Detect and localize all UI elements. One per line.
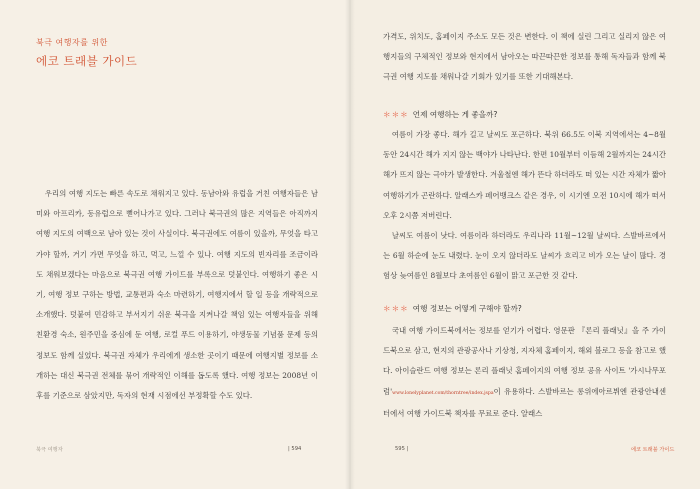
section-when-body bbox=[383, 125, 666, 287]
section-info-body bbox=[383, 321, 666, 424]
right-intro-paragraph: 가격도, 위치도, 홈페이지 주소도 모든 것은 변한다. 이 책에 실린 그리고 실리지 않은 여행지들의 구체적인 정보와 현지에서 남아오는 따끈따끈한 정보를 통해 독자들과 함께 북극권 여행 지도를 채워나갈 기회가 있기를 또한 기대해본다. bbox=[383, 32, 666, 82]
forum-url: www.lonelyplanet.com/thorntree/index.jspa bbox=[392, 390, 494, 396]
section-info-text-a: 국내 여행 가이드북에서는 정보를 얻기가 어렵다. 영문판 『론리 플래닛』을 주 가이드북으로 삼고, 현지의 관광공사나 기상청, 지자체 홈페이지, 해외 블로그 등을 참고로 했다. 아이슬란드 여행 정보는 론리 플래닛 홈페이지의 여행 정보 공유 사이트 '가시나무포럼' bbox=[383, 326, 666, 396]
right-page-number: 595 | bbox=[395, 446, 409, 452]
section-heading-text: 언제 여행하는 게 좋을까? bbox=[412, 110, 498, 119]
section-when-paragraph-2: 날씨도 여름이 낫다. 여름이라 하더라도 우리나라 11월~12월 날씨다. 스발바르에서는 6월 하순에 눈도 내렸다. 눈이 오지 않더라도 날씨가 흐리고 비가 오는 날이 많다. 경험상 늦여름인 8월보다 초여름인 6월이 맑고 포근한 것 같다. bbox=[383, 231, 666, 281]
right-page bbox=[350, 0, 700, 489]
left-body bbox=[36, 184, 318, 406]
right-running-footer: 에코 트래블 가이드 bbox=[631, 447, 675, 453]
section-info-text-b: 이 유용하다. 스발바르는 롱위에아르뷔엔 관광안내센터에서 여행 가이드북 책자를 무료로 준다. 알래스 bbox=[383, 386, 666, 418]
star-bullet-icon: ＊＊＊ bbox=[383, 110, 409, 119]
section-heading-text: 여행 정보는 어떻게 구해야 할까? bbox=[412, 304, 522, 313]
left-body-paragraph: 우리의 여행 지도는 빠른 속도로 채워지고 있다. 동남아와 유럽을 거친 여행자들은 남미와 아프리카, 동유럽으로 뻗어나가고 있다. 그러나 북극권의 많은 지역들은 아직까지 여행 지도의 여백으로 남아 있는 것이 사실이다. 북극권에도 여름이 있을까, 무엇을 타고 가야 할까, 거기 가면 무엇을 하고, 먹고, 느낄 수 있나. 여행 지도의 빈자리를 조금이라도 채워보겠다는 마음으로 북극권 여행 가이드를 부록으로 덧붙인다. 여행하기 좋은 시기, 여행 정보 구하는 방법, 교통편과 숙소 마련하기, 여행지에서 할 일 등을 개략적으로 소개했다. 덧붙여 민감하고 부서지기 쉬운 북극을 지켜나갈 책임 있는 여행자들을 위해 친환경 숙소, 원주민을 중심에 둔 여행, 로컬 푸드 이용하기, 야생동물 기념품 문제 등의 정보도 함께 실었다. 북극권 자체가 우리에게 생소한 곳이기 때문에 여행지별 정보를 소개하는 대신 북극권 전체를 묶어 개략적인 이해를 돕도록 했다. 여행 정보는 2008년 이후를 기준으로 삼았지만, 독자의 현재 시점에선 부정확할 수도 있다. bbox=[36, 189, 318, 401]
left-page bbox=[0, 0, 349, 489]
section-info-paragraph bbox=[383, 321, 666, 424]
right-intro bbox=[383, 27, 666, 88]
chapter-subtitle: 북극 여행자를 위한 bbox=[36, 38, 108, 47]
book-gutter bbox=[345, 0, 355, 489]
chapter-title: 에코 트래블 가이드 bbox=[36, 54, 138, 68]
left-page-number: | 594 bbox=[288, 446, 302, 452]
section-when-paragraph-1: 여름이 가장 좋다. 해가 길고 날씨도 포근하다. 북위 66.5도 이북 지역에서는 4~8월 동안 24시간 해가 지지 않는 백야가 나타난다. 한편 10월부터 이듬해 2월까지는 24시간 해가 뜨지 않는 극야가 발생한다. 겨울철엔 해가 뜬다 하더라도 떠 있는 시간 자체가 짧아 여행하기가 곤란하다. 알래스카 페어뱅크스 같은 경우, 이 시기엔 오전 10시에 해가 떠서 오후 2시쯤 저버린다. bbox=[383, 130, 666, 220]
star-bullet-icon: ＊＊＊ bbox=[383, 304, 409, 313]
section-heading-info bbox=[383, 303, 522, 314]
left-running-footer: 북극 여행자 bbox=[36, 447, 63, 453]
section-heading-when bbox=[383, 109, 497, 120]
